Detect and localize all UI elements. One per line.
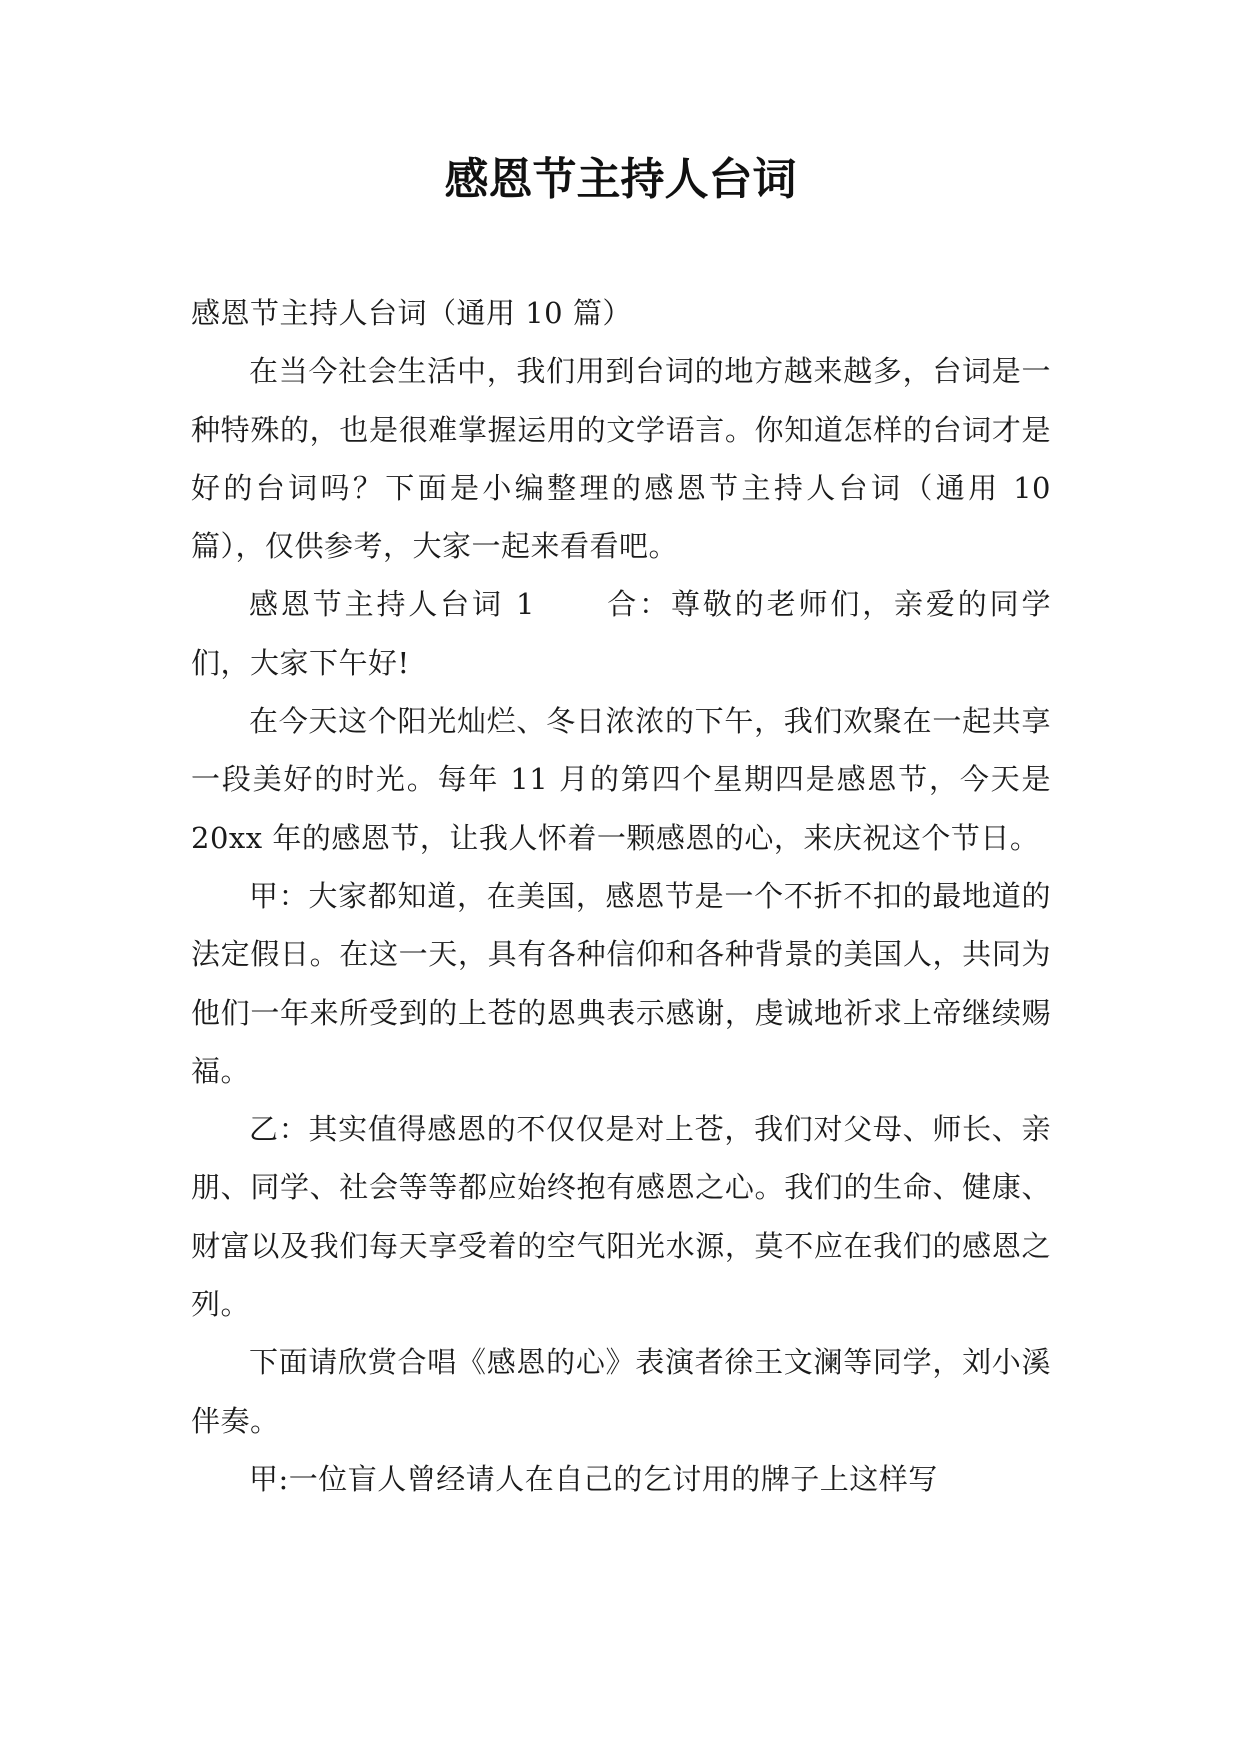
paragraph-jia-1: 甲：大家都知道，在美国，感恩节是一个不折不扣的最地道的法定假日。在这一天，具有各种信仰和各种背景的美国人，共同为他们一年来所受到的上苍的恩典表示感谢，虔诚地祈求上帝继续赐福。 xyxy=(191,878,1051,1088)
paragraph-opening: 在今天这个阳光灿烂、冬日浓浓的下午，我们欢聚在一起共享一段美好的时光。每年 11 月的第四个星期四是感恩节，今天是 20xx 年的感恩节，让我人怀着一颗感恩的心，来庆祝这个节日。 xyxy=(191,704,1051,855)
paragraph-yi-1: 乙：其实值得感恩的不仅仅是对上苍，我们对父母、师长、亲朋、同学、社会等等都应始终抱有感恩之心。我们的生命、健康、财富以及我们每天享受着的空气阳光水源，莫不应在我们的感恩之列。 xyxy=(191,1112,1051,1322)
document-body xyxy=(191,284,1051,1508)
section-heading: 感恩节主持人台词 1 xyxy=(249,587,535,622)
section-text: 合：尊敬的老师们，亲爱的同学们，大家下午好! xyxy=(191,587,1051,680)
document-subtitle: 感恩节主持人台词（通用 10 篇） xyxy=(191,296,632,330)
paragraph-performance: 下面请欣赏合唱《感恩的心》表演者徐王文澜等同学，刘小溪伴奏。 xyxy=(191,1345,1051,1438)
paragraph-jia-2: 甲:一位盲人曾经请人在自己的乞讨用的牌子上这样写 xyxy=(249,1461,938,1496)
paragraph-intro: 在当今社会生活中，我们用到台词的地方越来越多，台词是一种特殊的，也是很难掌握运用的文学语言。你知道怎样的台词才是好的台词吗？下面是小编整理的感恩节主持人台词（通用 10 篇），仅供参考，大家一起来看看吧。 xyxy=(191,354,1051,564)
paragraph-section-1 xyxy=(191,575,1051,692)
document-title: 感恩节主持人台词 xyxy=(444,154,797,205)
